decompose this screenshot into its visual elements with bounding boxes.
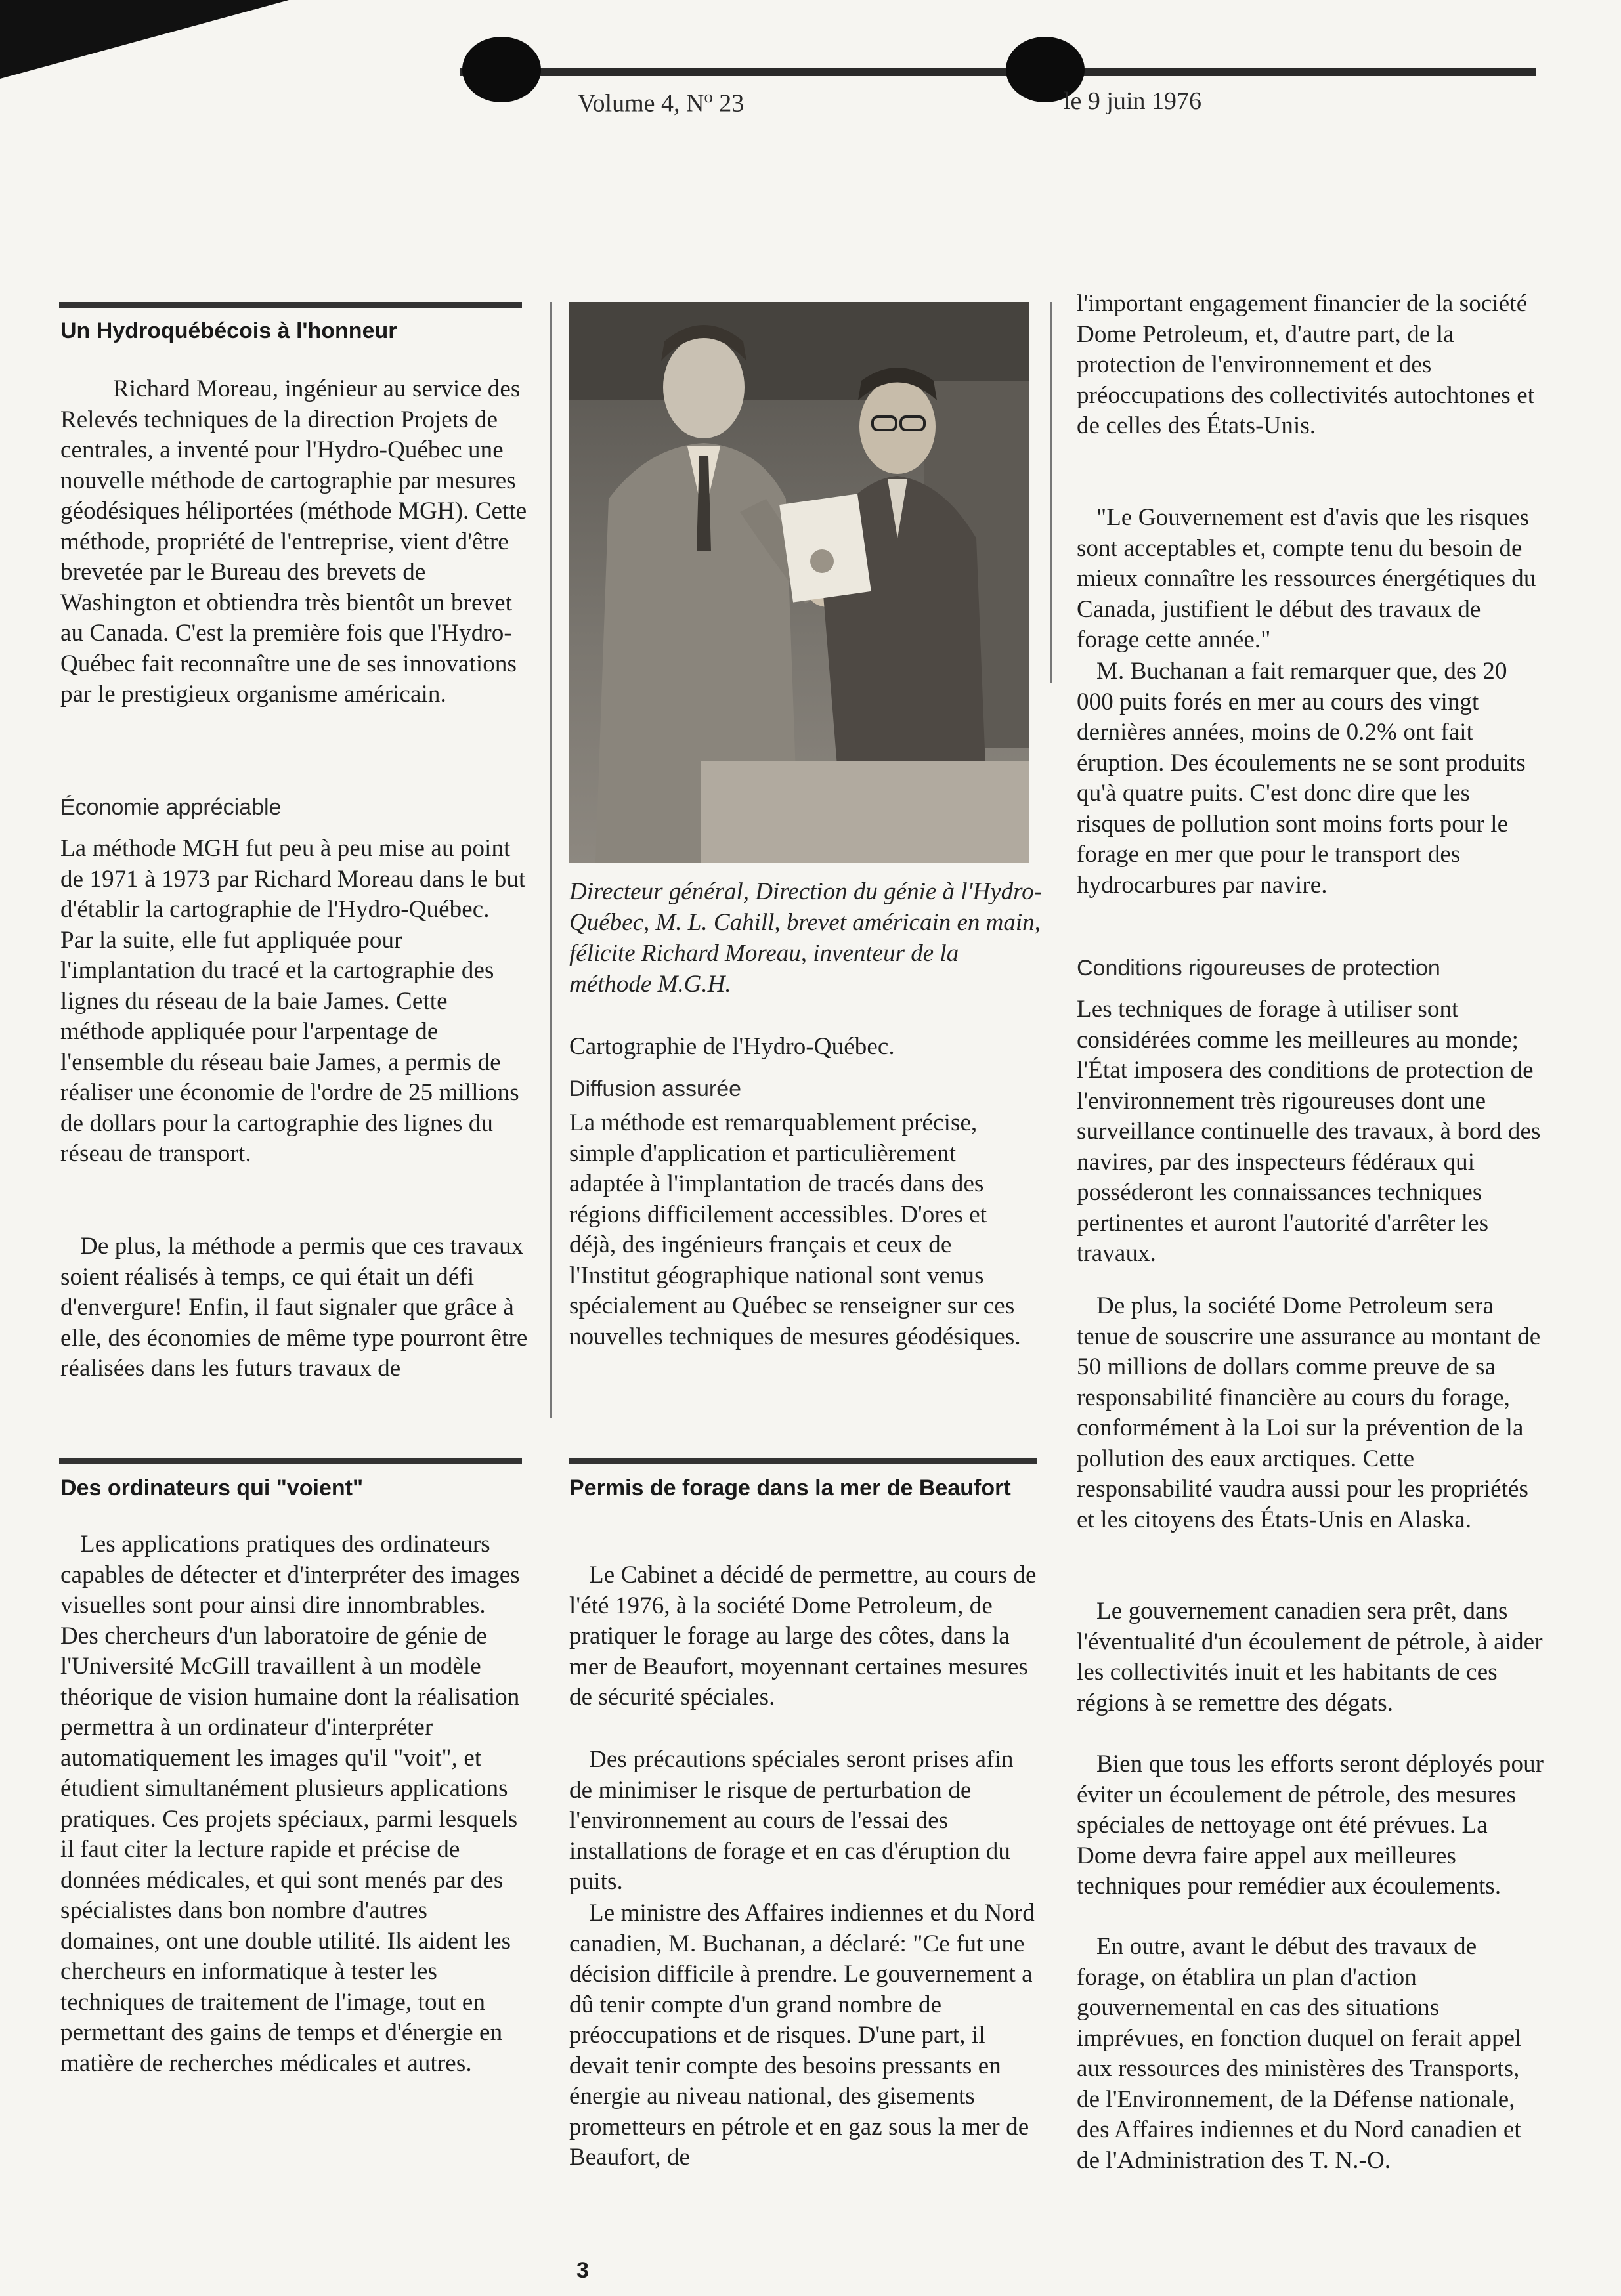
- article-subheading: Diffusion assurée: [569, 1076, 742, 1101]
- article-paragraph: La méthode est remarquablement précise, simple d'application et particulièrement adaptée à l'implantation de tracés dans des régions difficilement accessibles. D'ores et déjà, des ingénieurs français et ceux de l'Institut géographique national sont venus spécialement au Québec se renseigner sur ces nouvelles techniques de mesures géodésiques.: [569, 1109, 1021, 1350]
- article-title: Des ordinateurs qui "voient": [60, 1476, 364, 1500]
- award-photo: [569, 302, 1029, 863]
- photo-caption: Directeur général, Direction du génie à l'Hydro-Québec, M. L. Cahill, brevet américain en main, félicite Richard Moreau, inventeur de la méthode M.G.H.: [569, 878, 1042, 998]
- photo-illustration: [569, 302, 1029, 863]
- header-rule: [460, 68, 1536, 76]
- article-paragraph: Les techniques de forage à utiliser sont considérées comme les meilleures au monde; l'État imposera des conditions de protection de l'environnement très rigoureuses dont une surveillance continuelle des travaux, à bord des navires, par des inspecteurs fédéraux qui posséderont les connaissances techniques pertinentes et auront l'autorité d'arrêter les travaux.: [1077, 996, 1541, 1267]
- article-paragraph: "Le Gouvernement est d'avis que les risques sont acceptables et, compte tenu du besoin de mieux connaître les ressources énergétiques du Canada, justifient le début des travaux de forage cette année.": [1077, 504, 1536, 653]
- article-paragraph: M. Buchanan a fait remarquer que, des 20 000 puits forés en mer au cours des vingt dernières années, moins de 0.2% ont fait éruption. Des écoulements ne se sont produits qu'à quatre puits. C'est donc dire que les risques de pollution sont moins forts pour le forage en mer que pour le transport des hydrocarbures par navire.: [1077, 658, 1526, 899]
- article-subheading: Économie appréciable: [60, 795, 282, 820]
- article-paragraph: En outre, avant le début des travaux de forage, on établira un plan d'action gouvernemental en cas des situations imprévues, en fonction duquel on ferait appel aux ressources des ministères des Transports, de l'Environnement, de la Défense nationale, des Affaires indiennes et du Nord canadien et de l'Administration des T. N.-O.: [1077, 1933, 1522, 2174]
- article-paragraph: De plus, la méthode a permis que ces travaux soient réalisés à temps, ce qui était un défi d'envergure! Enfin, il faut signaler que grâce à elle, des économies de même type pourront être réalisées dans les futurs travaux de: [60, 1233, 528, 1382]
- article-paragraph: l'important engagement financier de la société Dome Petroleum, et, d'autre part, de la protection de l'environnement et des préoccupations des collectivités autochtones et de celles des États-Unis.: [1077, 290, 1535, 439]
- page-number: 3: [576, 2258, 589, 2283]
- article-paragraph: La méthode MGH fut peu à peu mise au point de 1971 à 1973 par Richard Moreau dans le but d'établir la cartographie de l'Hydro-Québec. Par la suite, elle fut appliquée pour l'implantation du tracé et la cartographie des lignes du réseau de la baie James. Cette méthode appliquée pour l'arpentage de l'ensemble du réseau baie James, a permis de réaliser une économie de l'ordre de 25 millions de dollars pour la cartographie des lignes du réseau de transport.: [60, 835, 526, 1167]
- continued-text: Cartographie de l'Hydro-Québec.: [569, 1033, 895, 1060]
- article-paragraph: Les applications pratiques des ordinateurs capables de détecter et d'interpréter des images visuelles sont pour ainsi dire innombrables. Des chercheurs d'un laboratoire de génie de l'Université McGill travaillent à un modèle théorique de vision humaine dont la réalisation permettra à un ordinateur d'interpréter automatiquement les images qu'il "voit", et étudient simultanément plusieurs applications pratiques. Ces projets spéciaux, parmi lesquels il faut citer la lecture rapide et précise de données médicales, et qui sont menés par des spécialistes dans bon nombre d'autres domaines, ont une double utilité. Ils aident les chercheurs en informatique à tester les techniques de traitement de l'image, tout en permettant des gains de temps et d'énergie en matière de recherches médicales et autres.: [60, 1531, 520, 2077]
- article-title: Permis de forage dans la mer de Beaufort: [569, 1476, 1011, 1500]
- column-divider: [1050, 302, 1052, 683]
- binder-hole-left: [462, 37, 541, 102]
- article-paragraph: Le Cabinet a décidé de permettre, au cours de l'été 1976, à la société Dome Petroleum, de pratiquer le forage au large des côtes, dans la mer de Beaufort, moyennant certaines mesures de sécurité spéciales.: [569, 1562, 1037, 1711]
- issue-date: le 9 juin 1976: [1064, 87, 1202, 115]
- section-rule: [569, 1458, 1037, 1464]
- article-paragraph: De plus, la société Dome Petroleum sera tenue de souscrire une assurance au montant de 50 millions de dollars comme preuve de sa responsabilité financière au cours du forage, conformément à la Loi sur la prévention de la pollution des eaux arctiques. Cette responsabilité vaudra aussi pour les propriétés et les citoyens des États-Unis en Alaska.: [1077, 1292, 1541, 1533]
- article-title: Un Hydroquébécois à l'honneur: [60, 318, 397, 343]
- corner-ink-blot: [0, 0, 289, 79]
- article-subheading: Conditions rigoureuses de protection: [1077, 956, 1440, 981]
- article-paragraph: Le gouvernement canadien sera prêt, dans l'éventualité d'un écoulement de pétrole, à aider les collectivités inuit et les habitants de ces régions à se remettre des dégats.: [1077, 1598, 1543, 1716]
- section-rule: [59, 302, 522, 308]
- column-divider: [550, 302, 552, 1418]
- volume-label: Volume 4, $N^o$ 23: [578, 87, 745, 117]
- article-paragraph: Le ministre des Affaires indiennes et du Nord canadien, M. Buchanan, a déclaré: "Ce fut une décision difficile à prendre. Le gouvernement a dû tenir compte d'un grand nombre de préoccupations et de risques. D'une part, il devait tenir compte des besoins pressants en énergie au niveau national, des gisements prometteurs en pétrole et en gaz sous la mer de Beaufort, de: [569, 1900, 1035, 2171]
- article-paragraph: Des précautions spéciales seront prises afin de minimiser le risque de perturbation de l'environnement au cours de l'essai des installations de forage et en cas d'éruption du puits.: [569, 1746, 1014, 1895]
- section-rule: [59, 1458, 522, 1464]
- article-paragraph: Bien que tous les efforts seront déployés pour éviter un écoulement de pétrole, des mesures spéciales de nettoyage ont été prévues. La Dome devra faire appel aux meilleures techniques pour remédier aux écoulements.: [1077, 1751, 1544, 1900]
- article-paragraph: Richard Moreau, ingénieur au service des Relevés techniques de la direction Projets de centrales, a inventé pour l'Hydro-Québec une nouvelle méthode de cartographie par mesures géodésiques héliportées (méthode MGH). Cette méthode, propriété de l'entreprise, vient d'être brevetée par le Bureau des brevets de Washington et obtiendra très bientôt un brevet au Canada. C'est la première fois que l'Hydro-Québec fait reconnaître une de ses innovations par le prestigieux organisme américain.: [60, 375, 527, 708]
